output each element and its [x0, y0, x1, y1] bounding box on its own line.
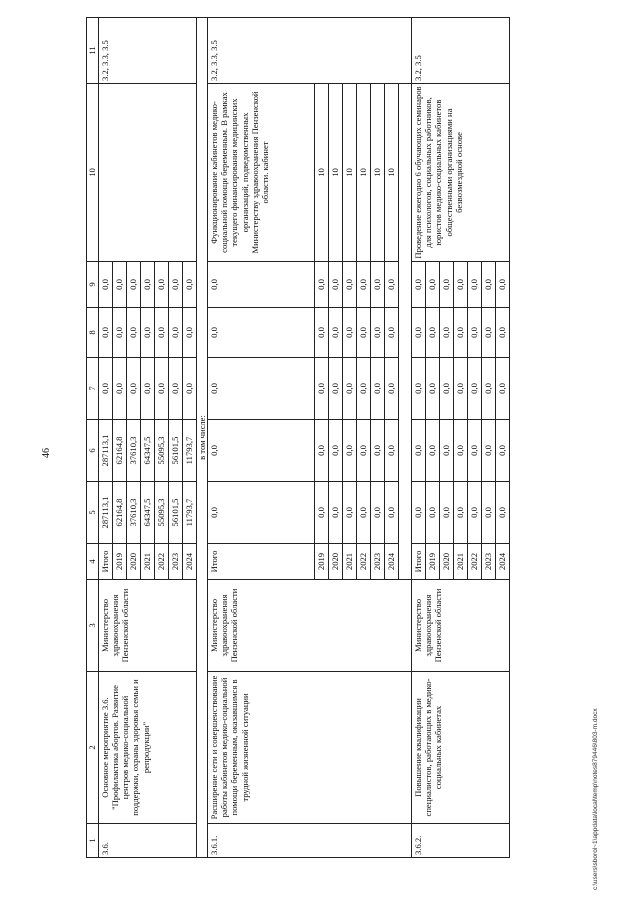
program-activities-table	[86, 17, 510, 858]
value-cell: 62164,8	[113, 420, 127, 482]
result-value: 10	[385, 84, 399, 262]
value-cell: 55095,3	[155, 420, 169, 482]
value-cell: 287113,1	[99, 482, 113, 544]
result-value: 10	[315, 84, 329, 262]
value-cell: 0,0	[454, 420, 468, 482]
value-cell: 0,0	[183, 358, 197, 420]
indicators-cell: 3.2, 3.3, 3.5	[208, 18, 412, 84]
value-cell: 0,0	[343, 262, 357, 308]
value-cell: 0,0	[329, 262, 343, 308]
year-cell: 2023	[482, 544, 496, 580]
value-cell: 0,0	[208, 262, 315, 308]
year-cell: 2019	[426, 544, 440, 580]
year-cell: 2019	[315, 544, 329, 580]
indicators-cell: 3.2, 3.3, 3.5	[99, 18, 197, 84]
value-cell: 0,0	[385, 308, 399, 358]
value-cell: 0,0	[357, 308, 371, 358]
value-cell: 0,0	[454, 358, 468, 420]
value-cell: 0,0	[99, 358, 113, 420]
value-cell: 0,0	[357, 420, 371, 482]
in-total-row	[197, 18, 208, 858]
activity-number: 3.6.	[99, 824, 197, 858]
value-cell: 0,0	[440, 262, 454, 308]
activity-number: 3.6.1.	[208, 824, 412, 858]
value-cell: 0,0	[468, 262, 482, 308]
year-cell: 2019	[113, 544, 127, 580]
in-total-note: в том числе:	[197, 18, 208, 858]
value-cell: 56101,5	[169, 420, 183, 482]
year-cell: 2021	[454, 544, 468, 580]
rotated-page-content	[86, 18, 580, 858]
value-cell: 0,0	[155, 358, 169, 420]
year-cell: 2022	[357, 544, 371, 580]
value-cell: 0,0	[426, 420, 440, 482]
value-cell: 0,0	[113, 262, 127, 308]
result-value: 10	[329, 84, 343, 262]
value-cell: 0,0	[329, 358, 343, 420]
value-cell: 0,0	[426, 482, 440, 544]
value-cell: 37610,3	[127, 482, 141, 544]
activity-name: Расширение сети и совершенствование работы кабинетов медико-социальной помощи беременным, оказавшимся в трудной жизненной ситуации	[208, 672, 412, 824]
page-number: 46	[41, 448, 52, 458]
value-cell: 11793,7	[183, 420, 197, 482]
value-cell: 0,0	[208, 420, 315, 482]
year-cell: 2020	[440, 544, 454, 580]
executor: Министерство здравоохранения Пензенской области	[412, 580, 510, 672]
value-cell: 0,0	[155, 262, 169, 308]
value-cell: 0,0	[183, 262, 197, 308]
year-cell: 2024	[183, 544, 197, 580]
activity-name: Основное мероприятие 3.6. "Профилактика абортов. Развитие центров медико-социальной поддержки, охраны здоровья семьи и репродукции"	[99, 672, 197, 824]
value-cell: 0,0	[357, 358, 371, 420]
table-row	[99, 18, 113, 858]
value-cell: 0,0	[496, 482, 510, 544]
result-value: 10	[343, 84, 357, 262]
result-cell: Функционирование кабинетов медико-социальной помощи беременным. В рамках текущего финансирования медицинских организаций, подведомственных Министерству здравоохранения Пензенской области. кабинет	[208, 84, 315, 262]
value-cell: 37610,3	[127, 420, 141, 482]
value-cell: 0,0	[468, 308, 482, 358]
year-cell: 2024	[496, 544, 510, 580]
value-cell: 0,0	[127, 308, 141, 358]
value-cell: 0,0	[343, 358, 357, 420]
value-cell: 0,0	[357, 262, 371, 308]
value-cell: 0,0	[440, 482, 454, 544]
value-cell: 0,0	[496, 262, 510, 308]
year-cell: Итого	[99, 544, 113, 580]
column-number: 10	[87, 84, 99, 262]
value-cell: 0,0	[454, 262, 468, 308]
value-cell: 0,0	[468, 420, 482, 482]
value-cell: 0,0	[169, 358, 183, 420]
value-cell: 62164,8	[113, 482, 127, 544]
year-cell: 2020	[127, 544, 141, 580]
value-cell: 0,0	[440, 308, 454, 358]
value-cell: 56101,5	[169, 482, 183, 544]
column-number-row	[87, 18, 99, 858]
year-cell: 2020	[329, 544, 343, 580]
value-cell: 0,0	[426, 262, 440, 308]
value-cell: 0,0	[496, 358, 510, 420]
value-cell: 0,0	[183, 308, 197, 358]
result-cell: Проведение ежегодно 6 обучающих семинаров для психологов, социальных работников, юристов медико-социальных кабинетов общественными организациями на безвозмездной основе	[412, 84, 510, 262]
value-cell: 0,0	[426, 308, 440, 358]
value-cell: 0,0	[315, 420, 329, 482]
value-cell: 0,0	[357, 482, 371, 544]
file-path-footer: c:\users\sborol~1\appdata\local\temp\notes879446\803-m.docx	[592, 708, 599, 890]
value-cell: 0,0	[385, 358, 399, 420]
value-cell: 0,0	[99, 308, 113, 358]
column-number: 4	[87, 544, 99, 580]
value-cell: 0,0	[371, 420, 385, 482]
value-cell: 0,0	[440, 358, 454, 420]
year-cell: 2021	[141, 544, 155, 580]
table-row	[208, 18, 315, 858]
value-cell: 0,0	[141, 358, 155, 420]
value-cell: 0,0	[208, 482, 315, 544]
value-cell: 0,0	[113, 308, 127, 358]
value-cell: 0,0	[343, 420, 357, 482]
value-cell: 64347,5	[141, 420, 155, 482]
result-value: 10	[357, 84, 371, 262]
value-cell: 0,0	[412, 308, 426, 358]
value-cell: 0,0	[482, 420, 496, 482]
year-cell: Итого	[208, 544, 315, 580]
value-cell: 0,0	[412, 262, 426, 308]
value-cell: 0,0	[412, 358, 426, 420]
value-cell: 0,0	[385, 262, 399, 308]
year-cell: 2022	[468, 544, 482, 580]
year-cell: Итого	[412, 544, 426, 580]
value-cell: 55095,3	[155, 482, 169, 544]
value-cell: 0,0	[141, 308, 155, 358]
year-cell: 2023	[371, 544, 385, 580]
value-cell: 0,0	[371, 262, 385, 308]
value-cell: 0,0	[343, 482, 357, 544]
column-number: 11	[87, 18, 99, 84]
column-number: 6	[87, 420, 99, 482]
result-value: 10	[371, 84, 385, 262]
value-cell: 0,0	[315, 308, 329, 358]
value-cell: 0,0	[482, 262, 496, 308]
value-cell: 0,0	[315, 358, 329, 420]
value-cell: 0,0	[127, 262, 141, 308]
result-cell	[99, 84, 197, 262]
value-cell: 0,0	[155, 308, 169, 358]
value-cell: 0,0	[454, 482, 468, 544]
value-cell: 0,0	[468, 358, 482, 420]
year-cell: 2023	[169, 544, 183, 580]
column-number: 1	[87, 824, 99, 858]
value-cell: 0,0	[343, 308, 357, 358]
value-cell: 0,0	[315, 482, 329, 544]
value-cell: 0,0	[208, 358, 315, 420]
value-cell: 0,0	[385, 482, 399, 544]
value-cell: 0,0	[329, 482, 343, 544]
value-cell: 0,0	[208, 308, 315, 358]
value-cell: 287113,1	[99, 420, 113, 482]
column-number: 5	[87, 482, 99, 544]
year-cell: 2024	[385, 544, 399, 580]
executor: Министерство здравоохранения Пензенской области	[208, 580, 412, 672]
value-cell: 0,0	[169, 262, 183, 308]
value-cell: 0,0	[496, 420, 510, 482]
column-number: 3	[87, 580, 99, 672]
value-cell: 0,0	[482, 482, 496, 544]
value-cell: 0,0	[454, 308, 468, 358]
value-cell: 0,0	[412, 420, 426, 482]
column-number: 7	[87, 358, 99, 420]
activity-name: Повышение квалификации специалистов, работающих в медико-социальных кабинетах	[412, 672, 510, 824]
year-cell: 2021	[343, 544, 357, 580]
value-cell: 0,0	[371, 358, 385, 420]
value-cell: 0,0	[482, 308, 496, 358]
value-cell: 0,0	[113, 358, 127, 420]
value-cell: 0,0	[141, 262, 155, 308]
activity-number: 3.6.2.	[412, 824, 510, 858]
value-cell: 0,0	[468, 482, 482, 544]
value-cell: 0,0	[169, 308, 183, 358]
value-cell: 0,0	[329, 420, 343, 482]
indicators-cell: 3.2, 3.5	[412, 18, 510, 84]
value-cell: 0,0	[496, 308, 510, 358]
executor: Министерство здравоохранения Пензенской области	[99, 580, 197, 672]
value-cell: 0,0	[315, 262, 329, 308]
column-number: 8	[87, 308, 99, 358]
value-cell: 0,0	[385, 420, 399, 482]
value-cell: 0,0	[99, 262, 113, 308]
value-cell: 0,0	[371, 308, 385, 358]
year-cell: 2022	[155, 544, 169, 580]
value-cell: 0,0	[329, 308, 343, 358]
column-number: 9	[87, 262, 99, 308]
value-cell: 0,0	[426, 358, 440, 420]
value-cell: 0,0	[412, 482, 426, 544]
value-cell: 64347,5	[141, 482, 155, 544]
table-row	[412, 18, 426, 858]
column-number: 2	[87, 672, 99, 824]
value-cell: 0,0	[440, 420, 454, 482]
value-cell: 0,0	[371, 482, 385, 544]
value-cell: 0,0	[127, 358, 141, 420]
value-cell: 0,0	[482, 358, 496, 420]
value-cell: 11793,7	[183, 482, 197, 544]
